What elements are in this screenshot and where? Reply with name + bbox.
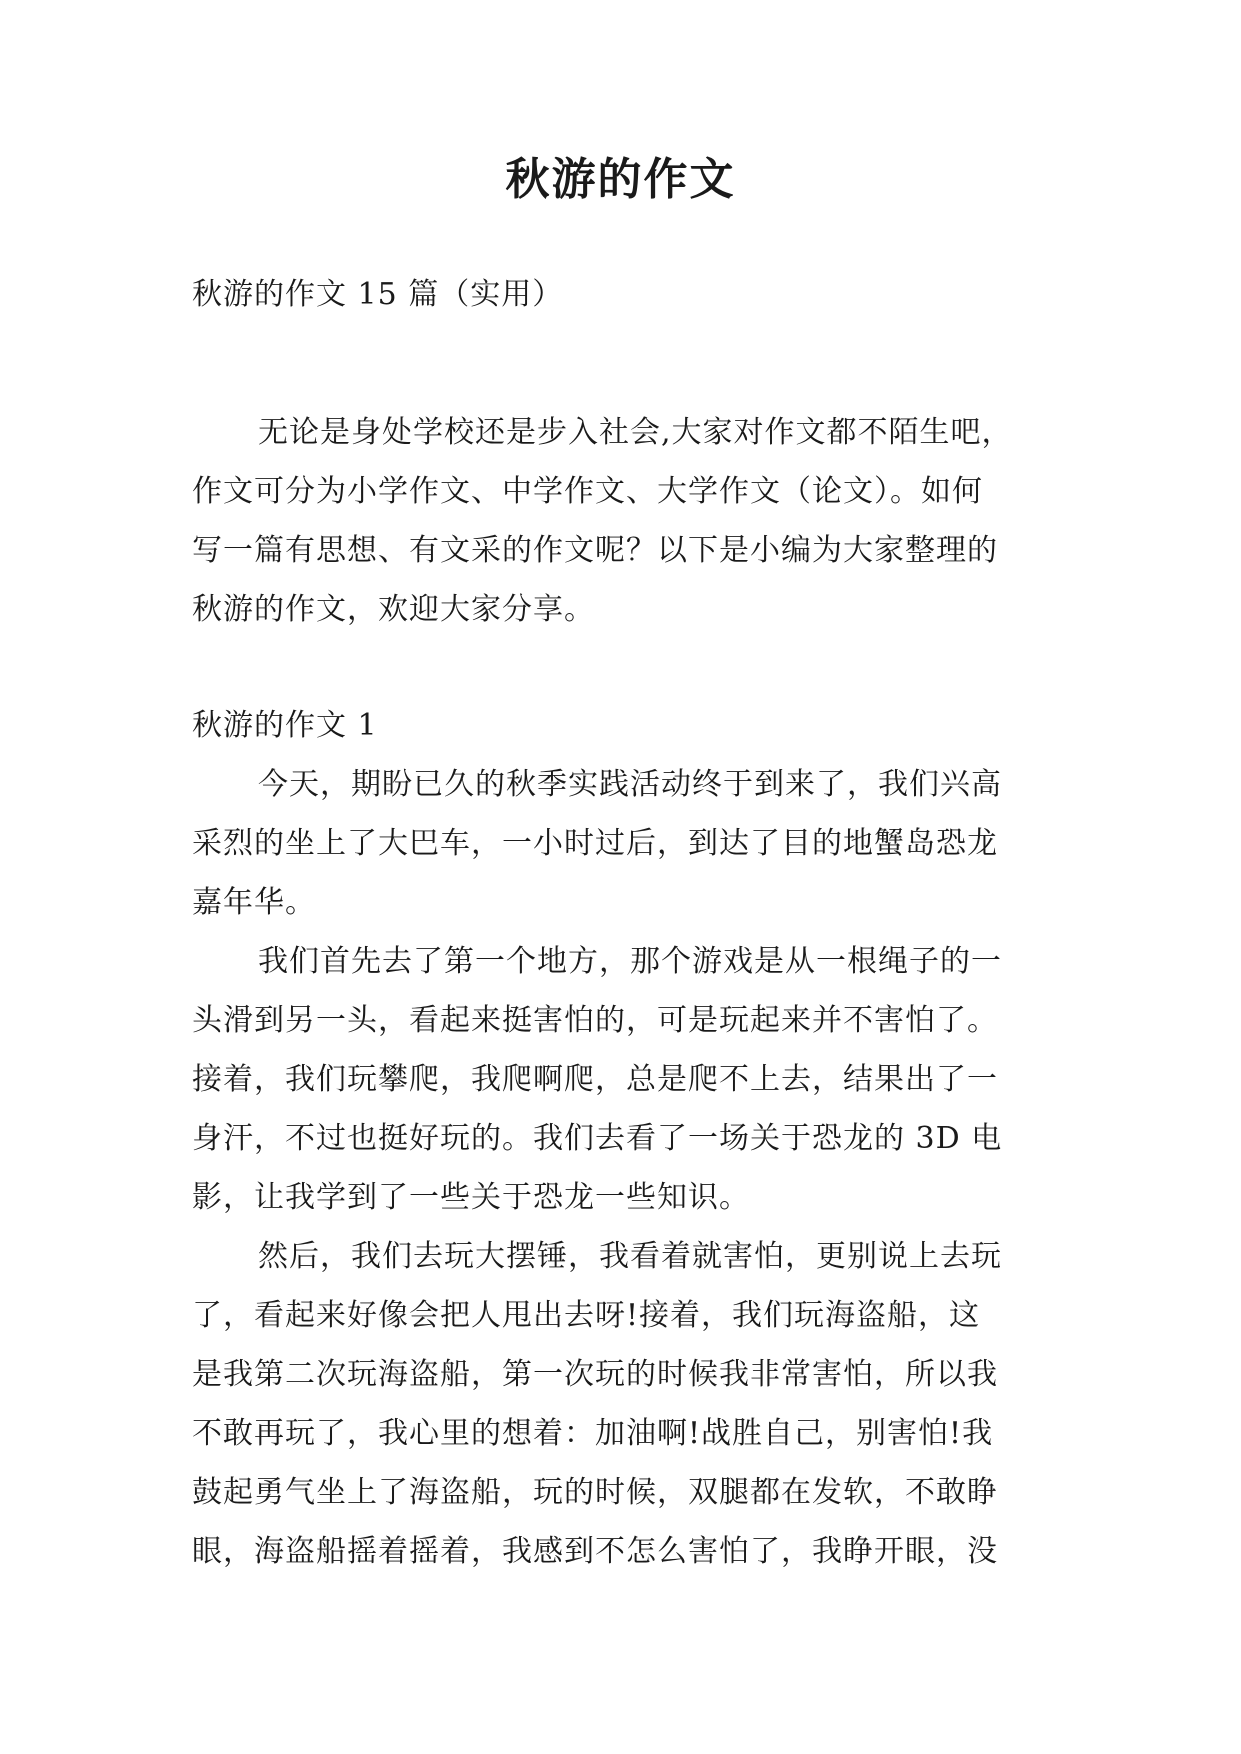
body-line: 头滑到另一头，看起来挺害怕的，可是玩起来并不害怕了。 [192,1003,998,1038]
intro-line: 写一篇有思想、有文采的作文呢？以下是小编为大家整理的 [192,533,998,568]
subtitle-line: 秋游的作文 15 篇（实用） [192,277,564,312]
intro-line: 作文可分为小学作文、中学作文、大学作文（论文）。如何 [192,474,983,509]
body-line: 我们首先去了第一个地方，那个游戏是从一根绳子的一 [258,944,1002,979]
body-line: 是我第二次玩海盗船，第一次玩的时候我非常害怕，所以我 [192,1357,998,1392]
intro-line: 秋游的作文，欢迎大家分享。 [192,592,595,627]
body-line: 鼓起勇气坐上了海盗船，玩的时候，双腿都在发软，不敢睁 [192,1475,998,1510]
body-line: 身汗，不过也挺好玩的。我们去看了一场关于恐龙的 3D 电 [192,1121,1003,1156]
intro-paragraph [192,403,1062,639]
document-title: 秋游的作文 [505,154,736,205]
body-line: 影，让我学到了一些关于恐龙一些知识。 [192,1180,750,1215]
document-subtitle [192,265,1062,324]
section-heading-line: 秋游的作文 1 [192,708,378,743]
section-heading [192,696,1062,755]
body-line: 眼，海盗船摇着摇着，我感到不怎么害怕了，我睁开眼，没 [192,1534,998,1569]
body-line: 嘉年华。 [192,885,316,920]
intro-line: 无论是身处学校还是步入社会,大家对作文都不陌生吧， [258,415,1013,450]
body-line: 采烈的坐上了大巴车，一小时过后，到达了目的地蟹岛恐龙 [192,826,998,861]
body-line: 今天，期盼已久的秋季实践活动终于到来了，我们兴高 [258,767,1002,802]
body-line: 了，看起来好像会把人甩出去呀!接着，我们玩海盗船，这 [192,1298,981,1333]
body-line: 不敢再玩了，我心里的想着：加油啊!战胜自己，别害怕!我 [192,1416,994,1451]
body-line: 然后，我们去玩大摆锤，我看着就害怕，更别说上去玩 [258,1239,1002,1274]
section-body [192,755,1062,1581]
body-line: 接着，我们玩攀爬，我爬啊爬，总是爬不上去，结果出了一 [192,1062,998,1097]
